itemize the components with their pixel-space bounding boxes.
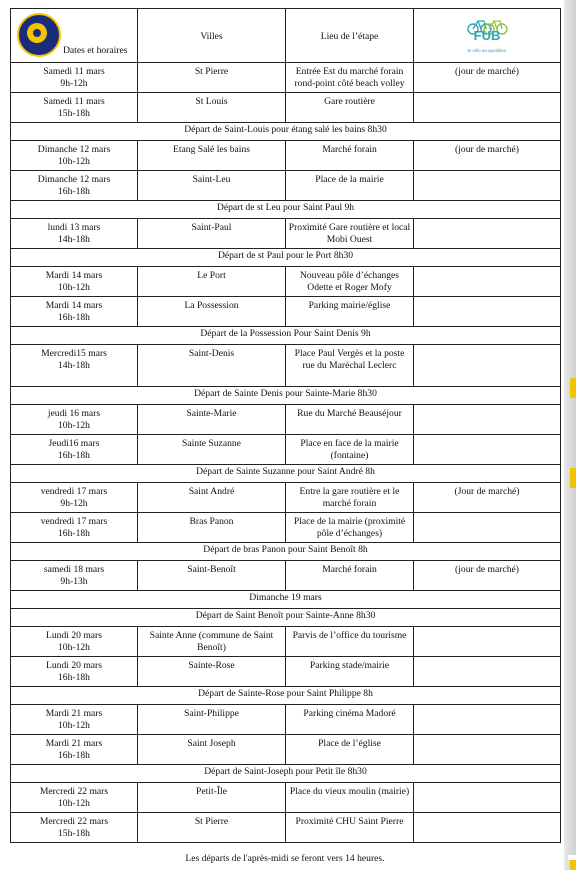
leg-departure-row (11, 327, 561, 345)
stop-place: Marché forain (286, 141, 414, 171)
stop-datetime (11, 219, 138, 249)
stop-row (11, 813, 561, 843)
stop-city: Saint-Denis (138, 345, 286, 387)
stop-place: Place en face de la mairie (fontaine) (286, 435, 414, 465)
stop-time: 16h-18h (58, 527, 90, 539)
stop-time: 16h-18h (58, 185, 90, 197)
stop-datetime (11, 171, 138, 201)
stop-note (414, 435, 561, 465)
stop-place: Place Paul Vergès et la poste rue du Maréchal Leclerc (286, 345, 414, 387)
fub-tagline: le vélo au quotidien (467, 48, 507, 54)
stop-time: 10h-12h (58, 419, 90, 431)
stop-date: lundi 13 mars (47, 222, 101, 233)
leg-departure-row (11, 765, 561, 783)
stop-city: Bras Panon (138, 513, 286, 543)
stop-row (11, 735, 561, 765)
schedule-body (11, 9, 561, 843)
stop-time: 10h-12h (58, 281, 90, 293)
stop-note (414, 345, 561, 387)
stop-place: Place du vieux moulin (mairie) (286, 783, 414, 813)
stop-place: Marché forain (286, 561, 414, 591)
fub-logo-text: FUB (473, 28, 501, 44)
stop-time: 16h-18h (58, 311, 90, 323)
stop-city: La Possession (138, 297, 286, 327)
stop-city: Saint-Philippe (138, 705, 286, 735)
stop-city: Saint André (138, 483, 286, 513)
stop-datetime (11, 435, 138, 465)
stop-city: St Pierre (138, 813, 286, 843)
stop-note (414, 735, 561, 765)
stop-date: Dimanche 12 mars (37, 144, 111, 155)
stop-datetime (11, 735, 138, 765)
stop-note: (jour de marché) (414, 561, 561, 591)
stop-time: 14h-18h (58, 359, 90, 371)
header-dates-cell (11, 9, 138, 63)
stop-place: Place de la mairie (proximité pôle d’échanges) (286, 513, 414, 543)
stop-row (11, 267, 561, 297)
stop-place: Parking cinéma Madoré (286, 705, 414, 735)
stop-city: Saint Joseph (138, 735, 286, 765)
stop-city: Etang Salé les bains (138, 141, 286, 171)
stop-row (11, 345, 561, 387)
stop-note (414, 705, 561, 735)
leg-departure-text: Départ de Sainte-Rose pour Saint Philippe 8h (11, 687, 561, 705)
fub-logo (465, 16, 509, 54)
stop-datetime (11, 705, 138, 735)
leg-departure-text: Départ de Sainte Suzanne pour Saint André 8h (11, 465, 561, 483)
stop-city: Sainte-Rose (138, 657, 286, 687)
stop-row (11, 783, 561, 813)
leg-departure-row (11, 543, 561, 561)
stop-time: 16h-18h (58, 671, 90, 683)
stop-time: 10h-12h (58, 155, 90, 167)
association-logo (17, 13, 61, 57)
stop-date: Mercredi 22 mars (39, 816, 109, 827)
stop-place: Place de l’église (286, 735, 414, 765)
stop-datetime (11, 813, 138, 843)
stop-datetime (11, 297, 138, 327)
leg-departure-text: Départ de Saint-Louis pour étang salé les bains 8h30 (11, 123, 561, 141)
leg-departure-text: Départ de bras Panon pour Saint Benoît 8h (11, 543, 561, 561)
stop-datetime (11, 627, 138, 657)
page-edge (564, 0, 576, 870)
stop-place: Entrée Est du marché forain rond-point côté beach volley (286, 63, 414, 93)
stop-datetime (11, 405, 138, 435)
header-cities-label: Villes (200, 31, 223, 43)
stop-note: (Jour de marché) (414, 483, 561, 513)
stop-note (414, 267, 561, 297)
stop-time: 15h-18h (58, 107, 90, 119)
stop-time: 15h-18h (58, 827, 90, 839)
stop-datetime (11, 345, 138, 387)
stop-note (414, 405, 561, 435)
stop-row (11, 705, 561, 735)
stop-time: 9h-12h (60, 497, 88, 509)
stop-city: Saint-Benoît (138, 561, 286, 591)
stop-time: 9h-13h (60, 575, 88, 587)
stop-row (11, 657, 561, 687)
stop-city: Petit-Île (138, 783, 286, 813)
stop-note (414, 657, 561, 687)
stop-date: Lundi 20 mars (46, 660, 102, 671)
stop-date: Samedi 11 mars (43, 96, 105, 107)
stop-datetime (11, 657, 138, 687)
leg-departure-row (11, 609, 561, 627)
stop-city: Sainte-Marie (138, 405, 286, 435)
stop-place: Parvis de l’office du tourisme (286, 627, 414, 657)
leg-departure-row (11, 123, 561, 141)
stop-date: Mardi 14 mars (45, 300, 103, 311)
stop-datetime (11, 483, 138, 513)
stop-datetime (11, 267, 138, 297)
stop-date: Dimanche 12 mars (37, 174, 111, 185)
stop-time: 14h-18h (58, 233, 90, 245)
stop-place: Nouveau pôle d’échanges Odette et Roger Mofy (286, 267, 414, 297)
stop-time: 9h-12h (60, 77, 88, 89)
stop-date: Mercredi15 mars (41, 348, 107, 359)
leg-departure-text: Départ de st Leu pour Saint Paul 9h (11, 201, 561, 219)
stop-note (414, 297, 561, 327)
stop-row (11, 513, 561, 543)
stop-datetime (11, 783, 138, 813)
stop-note (414, 171, 561, 201)
stop-date: Jeudi16 mars (48, 438, 100, 449)
stop-datetime (11, 561, 138, 591)
stop-time: 16h-18h (58, 449, 90, 461)
leg-departure-text: Départ de Saint-Joseph pour Petit île 8h30 (11, 765, 561, 783)
leg-departure-row (11, 687, 561, 705)
stop-city: Le Port (138, 267, 286, 297)
stop-date: Lundi 20 mars (46, 630, 102, 641)
leg-departure-row (11, 465, 561, 483)
stop-place: Parking mairie/église (286, 297, 414, 327)
stop-date: vendredi 17 mars (40, 516, 108, 527)
stop-place: Proximité CHU Saint Pierre (286, 813, 414, 843)
stop-row (11, 483, 561, 513)
leg-departure-row (11, 249, 561, 267)
leg-departure-text: Départ de Sainte Denis pour Sainte-Marie 8h30 (11, 387, 561, 405)
stop-date: Mercredi 22 mars (39, 786, 109, 797)
stop-row (11, 63, 561, 93)
header-logo-cell (414, 9, 561, 63)
stop-city: St Louis (138, 93, 286, 123)
stop-place: Entre la gare routière et le marché forain (286, 483, 414, 513)
stop-note (414, 627, 561, 657)
stop-row (11, 141, 561, 171)
stop-row (11, 405, 561, 435)
stop-date: Samedi 11 mars (43, 66, 105, 77)
stop-row (11, 435, 561, 465)
stop-datetime (11, 93, 138, 123)
footer-note: Les départs de l'après-midi se feront vers 14 heures. (185, 853, 385, 864)
stop-note: (jour de marché) (414, 141, 561, 171)
stop-row (11, 627, 561, 657)
header-row (11, 9, 561, 63)
stop-note (414, 783, 561, 813)
stop-note (414, 219, 561, 249)
stop-date: Mardi 21 mars (45, 708, 103, 719)
stop-row (11, 219, 561, 249)
stop-date: Mardi 14 mars (45, 270, 103, 281)
stop-note (414, 513, 561, 543)
header-place-label: Lieu de l’étape (320, 31, 379, 43)
stop-row (11, 93, 561, 123)
stop-time: 10h-12h (58, 719, 90, 731)
stop-row (11, 171, 561, 201)
header-place (286, 9, 414, 63)
stop-datetime (11, 141, 138, 171)
stop-place: Rue du Marché Beauséjour (286, 405, 414, 435)
stop-date: samedi 18 mars (43, 564, 105, 575)
stop-city: Saint-Paul (138, 219, 286, 249)
stop-date: Mardi 21 mars (45, 738, 103, 749)
stop-place: Gare routière (286, 93, 414, 123)
stop-time: 10h-12h (58, 797, 90, 809)
stop-note: (jour de marché) (414, 63, 561, 93)
stop-datetime (11, 63, 138, 93)
stop-time: 16h-18h (58, 749, 90, 761)
leg-departure-text: Dimanche 19 mars (11, 591, 561, 609)
stop-place: Parking stade/mairie (286, 657, 414, 687)
leg-departure-text: Départ de la Possession Pour Saint Denis 9h (11, 327, 561, 345)
leg-departure-text: Départ de Saint Benoît pour Sainte-Anne 8h30 (11, 609, 561, 627)
stop-datetime (11, 513, 138, 543)
stop-note (414, 813, 561, 843)
leg-departure-row (11, 387, 561, 405)
stop-city: Sainte Suzanne (138, 435, 286, 465)
header-cities (138, 9, 286, 63)
stop-row (11, 561, 561, 591)
stop-city: Saint-Leu (138, 171, 286, 201)
schedule-table (10, 8, 561, 843)
leg-departure-row (11, 201, 561, 219)
leg-departure-row (11, 591, 561, 609)
stop-city: St Pierre (138, 63, 286, 93)
stop-city: Sainte Anne (commune de Saint Benoît) (138, 627, 286, 657)
stop-time: 10h-12h (58, 641, 90, 653)
stop-place: Place de la mairie (286, 171, 414, 201)
stop-date: vendredi 17 mars (40, 486, 108, 497)
header-dates: Dates et horaires (63, 45, 128, 56)
leg-departure-text: Départ de st Paul pour le Port 8h30 (11, 249, 561, 267)
stop-date: jeudi 16 mars (47, 408, 101, 419)
stop-row (11, 297, 561, 327)
stop-note (414, 93, 561, 123)
stop-place: Proximité Gare routière et local Mobi Ouest (286, 219, 414, 249)
